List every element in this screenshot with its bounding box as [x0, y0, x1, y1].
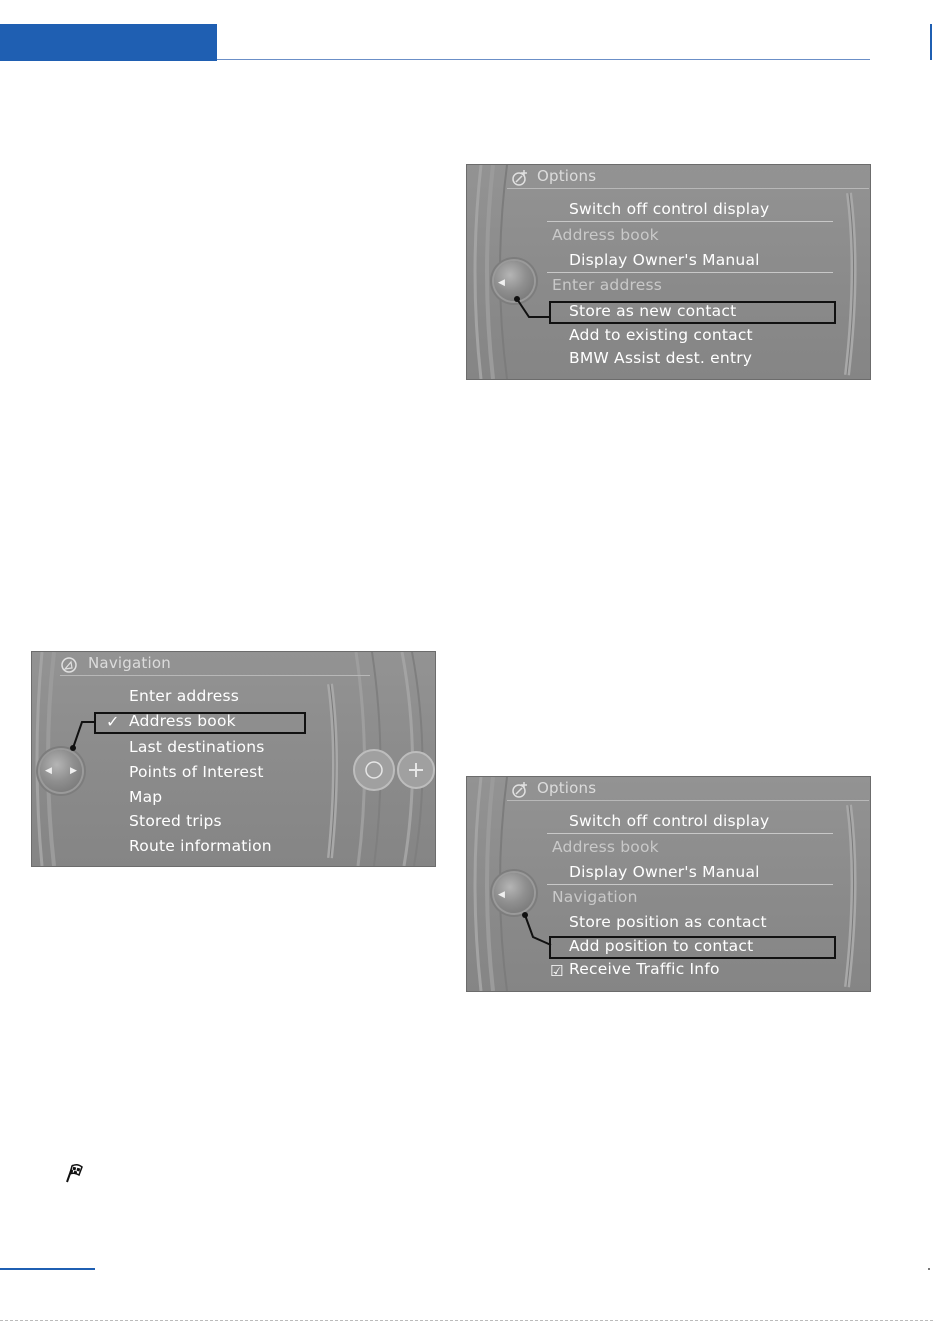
selection-connector [467, 165, 870, 379]
checkmark-icon: ✓ [106, 712, 120, 731]
menu-item-switch-off-display[interactable]: Switch off control display [569, 200, 770, 218]
checkered-flag-icon [64, 1162, 86, 1184]
panel-title: Options [537, 779, 597, 797]
left-arrow-icon: ◀ [45, 766, 52, 776]
menu-item-store-position[interactable]: Store position as contact [569, 913, 767, 931]
menu-header-address-book: Address book [552, 226, 659, 244]
menu-item-add-existing-contact[interactable]: Add to existing contact [569, 326, 753, 344]
menu-header-navigation: Navigation [552, 888, 638, 906]
menu-header-address-book: Address book [552, 838, 659, 856]
right-arrow-icon: ▶ [70, 766, 77, 776]
menu-item-owners-manual[interactable]: Display Owner's Manual [569, 251, 760, 269]
selection-connector [467, 777, 870, 991]
footer-rule [0, 1268, 95, 1270]
menu-header-enter-address: Enter address [552, 276, 663, 294]
menu-item-route-information[interactable]: Route information [129, 837, 272, 855]
menu-item-stored-trips[interactable]: Stored trips [129, 812, 222, 830]
header-edge-marker [930, 24, 932, 60]
menu-item-add-position[interactable]: Add position to contact [569, 937, 754, 955]
menu-item-points-of-interest[interactable]: Points of Interest [129, 763, 264, 781]
menu-item-bmw-assist[interactable]: BMW Assist dest. entry [569, 349, 753, 367]
menu-item-owners-manual[interactable]: Display Owner's Manual [569, 863, 760, 881]
options-menu-screen-2 [466, 776, 871, 992]
header-color-block [0, 24, 217, 61]
menu-item-store-new-contact[interactable]: Store as new contact [569, 302, 737, 320]
page-cut-line [0, 1320, 933, 1321]
options-menu-screen-1 [466, 164, 871, 380]
header-rule [217, 59, 870, 60]
left-arrow-icon: ◀ [498, 278, 505, 288]
panel-title: Options [537, 167, 597, 185]
left-arrow-icon: ◀ [498, 890, 505, 900]
menu-item-switch-off-display[interactable]: Switch off control display [569, 812, 770, 830]
selection-connector [32, 652, 435, 866]
panel-title: Navigation [88, 654, 171, 672]
menu-item-last-destinations[interactable]: Last destinations [129, 738, 265, 756]
menu-item-map[interactable]: Map [129, 788, 163, 806]
menu-item-address-book[interactable]: Address book [129, 712, 236, 730]
checkbox-checked-icon[interactable]: ☑ [550, 962, 564, 980]
menu-item-receive-traffic-info[interactable]: Receive Traffic Info [569, 960, 720, 978]
navigation-menu-screen [31, 651, 436, 867]
footer-marker [928, 1268, 930, 1270]
menu-item-enter-address[interactable]: Enter address [129, 687, 240, 705]
